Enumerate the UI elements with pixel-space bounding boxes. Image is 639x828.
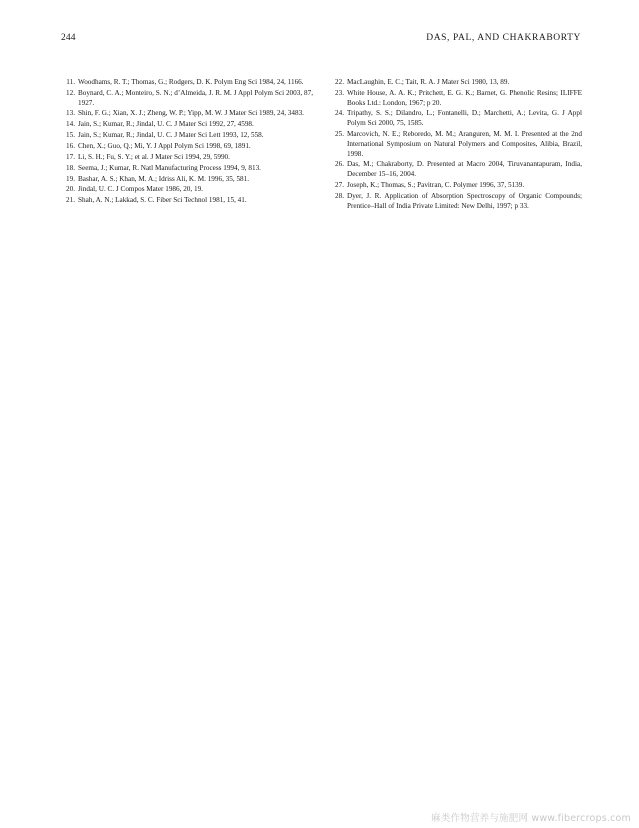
running-head: DAS, PAL, AND CHAKRABORTY xyxy=(426,33,581,43)
reference-item xyxy=(61,175,313,185)
reference-item xyxy=(61,196,313,206)
reference-text: Li, S. H.; Fu, S. Y.; et al. J Mater Sci 1994, 29, 5990. xyxy=(78,152,230,161)
reference-number: 23. xyxy=(335,88,344,97)
reference-item xyxy=(330,78,582,88)
reference-item xyxy=(330,181,582,191)
reference-item xyxy=(61,142,313,152)
reference-number: 28. xyxy=(335,191,344,200)
reference-number: 24. xyxy=(335,109,344,118)
reference-number: 13. xyxy=(66,109,75,118)
reference-item xyxy=(61,153,313,163)
reference-text: Chen, X.; Guo, Q.; Mi, Y. J Appl Polym Sci 1998, 69, 1891. xyxy=(78,141,251,150)
reference-text: Dyer, J. R. Application of Absorption Spectroscopy of Organic Compounds; Prentice–Hall of India Private Limited: New Delhi, 1997; p 33. xyxy=(347,191,582,210)
reference-item xyxy=(61,164,313,174)
reference-number: 18. xyxy=(66,163,75,172)
reference-text: Boynard, C. A.; Monteiro, S. N.; d’Almeida, J. R. M. J Appl Polym Sci 2003, 87, 1927. xyxy=(78,88,313,107)
reference-item xyxy=(61,109,313,119)
reference-text: Woodhams, R. T.; Thomas, G.; Rodgers, D. K. Polym Eng Sci 1984, 24, 1166. xyxy=(78,78,304,86)
reference-text: Jindal, U. C. J Compos Mater 1986, 20, 19. xyxy=(78,185,203,194)
reference-text: Jain, S.; Kumar, R.; Jindal, U. C. J Mater Sci 1992, 27, 4598. xyxy=(78,120,254,129)
reference-number: 15. xyxy=(66,131,75,140)
reference-number: 16. xyxy=(66,141,75,150)
reference-list-left-column xyxy=(61,78,313,207)
reference-item xyxy=(330,192,582,212)
page-number: 244 xyxy=(61,33,76,43)
reference-text: Bashar, A. S.; Khan, M. A.; Idriss Ali, K. M. 1996, 35, 581. xyxy=(78,174,250,183)
reference-number: 12. xyxy=(66,88,75,97)
reference-number: 20. xyxy=(66,185,75,194)
reference-text: Joseph, K.; Thomas, S.; Pavitran, C. Polymer 1996, 37, 5139. xyxy=(347,180,525,189)
reference-text: MacLaughin, E. C.; Tait, R. A. J Mater Sci 1980, 13, 89. xyxy=(347,78,510,86)
reference-item xyxy=(330,109,582,129)
reference-number: 26. xyxy=(335,160,344,169)
reference-text: Tripathy, S. S.; Dilandro, L.; Fontanelli, D.; Marchetti, A.; Levita, G. J Appl Polym Sci 2000, 75, 1585. xyxy=(347,109,582,128)
reference-number: 25. xyxy=(335,130,344,139)
reference-number: 19. xyxy=(66,174,75,183)
reference-number: 14. xyxy=(66,120,75,129)
reference-text: Marcovich, N. E.; Reboredo, M. M.; Aranguren, M. M. I. Presented at the 2nd International Symposium on Natural Polymers and Composites, Alibia, Brazil, 1998. xyxy=(347,130,582,158)
reference-item xyxy=(330,160,582,180)
reference-number: 27. xyxy=(335,180,344,189)
reference-item xyxy=(330,89,582,109)
reference-number: 22. xyxy=(335,78,344,86)
site-watermark: 麻类作物营养与施肥网 www.fibercrops.com xyxy=(431,813,631,824)
reference-item xyxy=(61,89,313,109)
reference-item xyxy=(330,130,582,159)
reference-text: Shin, F. G.; Xian, X. J.; Zheng, W. P.; Yipp, M. W. J Mater Sci 1989, 24, 3483. xyxy=(78,109,304,118)
reference-item xyxy=(61,120,313,130)
reference-item xyxy=(61,78,313,88)
reference-item xyxy=(61,131,313,141)
reference-number: 21. xyxy=(66,196,75,205)
reference-number: 17. xyxy=(66,152,75,161)
reference-item xyxy=(61,185,313,195)
reference-list-right-column xyxy=(330,78,582,212)
reference-text: Shah, A. N.; Lakkad, S. C. Fiber Sci Technol 1981, 15, 41. xyxy=(78,196,247,205)
reference-number: 11. xyxy=(66,78,75,86)
reference-text: Jain, S.; Kumar, R.; Jindal, U. C. J Mater Sci Lett 1993, 12, 558. xyxy=(78,131,264,140)
reference-text: White House, A. A. K.; Pritchett, E. G. K.; Barnet, G. Phenolic Resins; ILIFFE Books Ltd.: London, 1967; p 20. xyxy=(347,88,582,107)
reference-text: Das, M.; Chakraborty, D. Presented at Macro 2004, Tiruvanantapuram, India, December 15–16, 2004. xyxy=(347,160,582,179)
reference-text: Seema, J.; Kumar, R. Natl Manufacturing Process 1994, 9, 813. xyxy=(78,163,261,172)
